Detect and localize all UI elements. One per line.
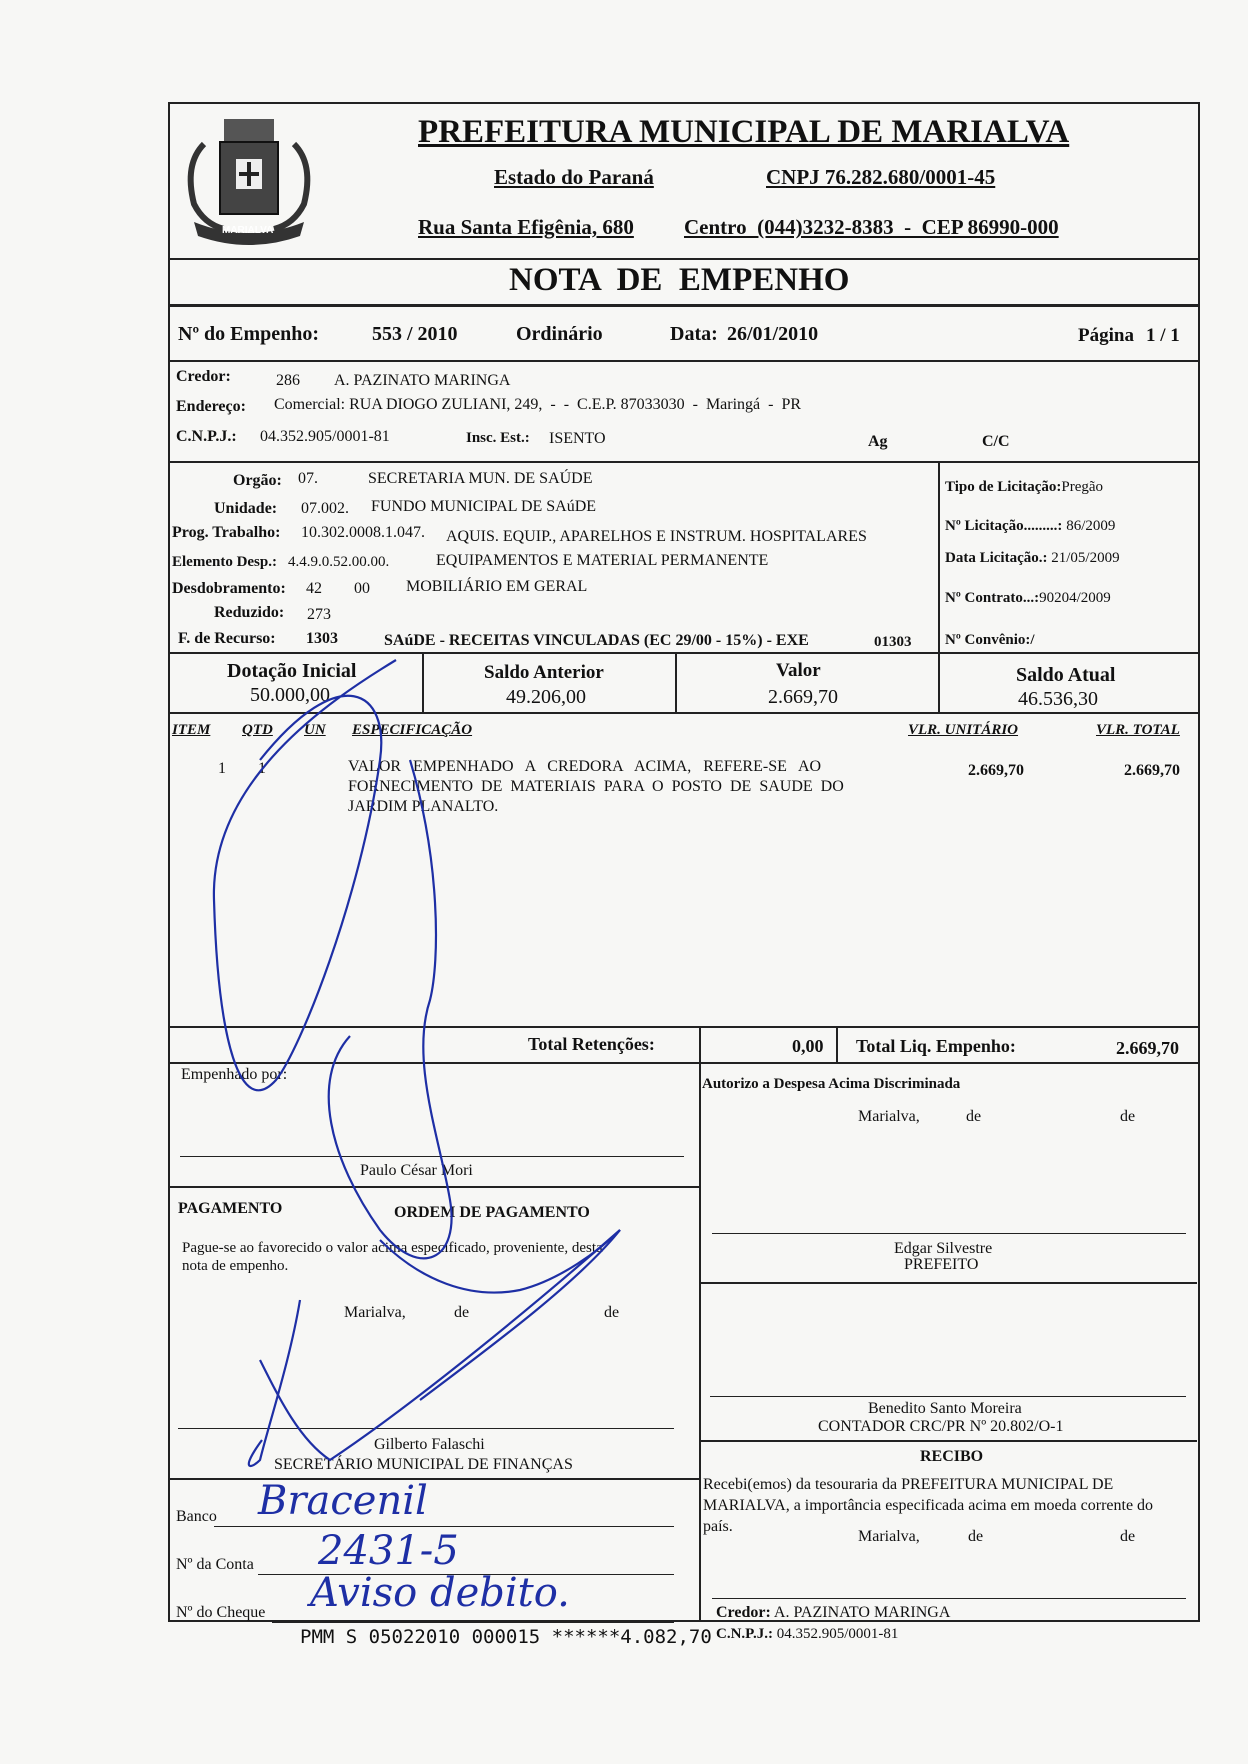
dotacao-value: 50.000,00 <box>250 684 330 706</box>
org-title: PREFEITURA MUNICIPAL DE MARIALVA <box>418 114 1070 150</box>
col-vlr-total: VLR. TOTAL <box>1096 722 1180 738</box>
rule <box>699 1282 1197 1284</box>
autorizo-city: Marialva, <box>858 1108 920 1125</box>
ag-label: Ag <box>868 433 888 450</box>
rule <box>168 304 1198 307</box>
licitacao-data-label: Data Licitação.: <box>945 550 1048 566</box>
signature-line <box>710 1396 1186 1397</box>
signature-line <box>178 1428 674 1429</box>
org-contact: Centro (044)3232-8383 - CEP 86990-000 <box>684 215 1059 239</box>
credor-insc: ISENTO <box>549 430 606 447</box>
orgao-name: SECRETARIA MUN. DE SAÚDE <box>368 470 593 487</box>
liq-label: Total Liq. Empenho: <box>856 1036 1016 1056</box>
empenho-number: 553 / 2010 <box>372 323 458 345</box>
rule <box>168 652 1198 654</box>
item-desc-line2: FORNECIMENTO DE MATERIAIS PARA O POSTO DE SAUDE DO <box>348 778 844 795</box>
col-qtd: QTD <box>242 722 273 738</box>
credor-cnpj: 04.352.905/0001-81 <box>260 428 390 445</box>
licitacao-convenio: Nº Convênio:/ <box>945 632 1035 648</box>
empenhado-name: Paulo César Mori <box>360 1162 473 1179</box>
empenho-date: 26/01/2010 <box>727 323 819 345</box>
cheque-line <box>272 1622 674 1623</box>
recibo-credor <box>716 1604 950 1622</box>
desdob-code: 42 <box>306 580 322 597</box>
item-desc-line1: VALOR EMPENHADO A CREDORA ACIMA, REFERE-SE AO <box>348 758 822 775</box>
rule <box>699 1440 1197 1442</box>
conta-value: 2431-5 <box>318 1528 459 1574</box>
reduzido-value: 273 <box>307 606 331 623</box>
rule <box>168 360 1198 362</box>
ordem-pagamento-label: ORDEM DE PAGAMENTO <box>394 1204 590 1221</box>
credor-label: Credor: <box>176 368 231 385</box>
credor-name: A. PAZINATO MARINGA <box>334 372 511 389</box>
retencoes-label: Total Retenções: <box>528 1034 655 1054</box>
atual-value: 46.536,30 <box>1018 688 1098 710</box>
empenho-date-label: Data: <box>670 323 718 345</box>
licitacao-tipo-label: Tipo de Licitação: <box>945 479 1062 495</box>
signature-line <box>712 1233 1186 1234</box>
licitacao-num <box>945 518 1115 535</box>
licitacao-contrato-value: 90204/2009 <box>1039 590 1111 606</box>
recibo-de2: de <box>1120 1528 1136 1545</box>
desdob-sub: 00 <box>354 580 370 597</box>
rule <box>168 712 1198 714</box>
item-desc-line3: JARDIM PLANALTO. <box>348 798 499 815</box>
endereco-label: Endereço: <box>176 398 246 415</box>
col-item: ITEM <box>172 722 211 738</box>
prog-code: 10.302.0008.1.047. <box>301 524 425 541</box>
elemento-label: Elemento Desp.: <box>172 554 277 570</box>
autorizo-label: Autorizo a Despesa Acima Discriminada <box>702 1076 961 1092</box>
unidade-name: FUNDO MUNICIPAL DE SAúDE <box>371 498 597 515</box>
elemento-code: 4.4.9.0.52.00.00. <box>288 554 390 570</box>
rule <box>699 1026 701 1620</box>
credor-address: Comercial: RUA DIOGO ZULIANI, 249, - - C.E.P. 87033030 - Maringá - PR <box>274 396 802 413</box>
recibo-de1: de <box>968 1528 984 1545</box>
elemento-name: EQUIPAMENTOS E MATERIAL PERMANENTE <box>436 552 769 569</box>
orgao-label: Orgão: <box>233 472 282 489</box>
secretario-role: SECRETÁRIO MUNICIPAL DE FINANÇAS <box>274 1456 573 1473</box>
pagamento-text1: Pague-se ao favorecido o valor acima especificado, proveniente, desta <box>182 1240 603 1256</box>
banco-line <box>214 1526 674 1527</box>
rule <box>168 1026 1198 1028</box>
rule <box>168 1478 699 1480</box>
unidade-code: 07.002. <box>301 500 349 517</box>
reduzido-label: Reduzido: <box>214 604 285 621</box>
pagamento-text2: nota de empenho. <box>182 1258 289 1274</box>
insc-label: Insc. Est.: <box>466 430 530 446</box>
desdob-name: MOBILIÁRIO EM GERAL <box>406 578 588 595</box>
page-number: 1 / 1 <box>1146 325 1180 346</box>
doc-title: NOTA DE EMPENHO <box>509 262 850 298</box>
recibo-city: Marialva, <box>858 1528 920 1545</box>
recibo-text2: MARIALVA, a importância especificada acima em moeda corrente do <box>703 1497 1154 1514</box>
unidade-label: Unidade: <box>214 500 278 517</box>
licitacao-contrato-label: Nº Contrato...: <box>945 590 1040 606</box>
rule <box>836 1026 838 1062</box>
autorizo-de2: de <box>1120 1108 1136 1125</box>
org-cnpj: CNPJ 76.282.680/0001-45 <box>766 165 996 189</box>
footer-stamp: PMM S 05022010 000015 ******4.082,70 <box>300 1626 712 1648</box>
recibo-title: RECIBO <box>920 1448 984 1465</box>
recibo-cnpj-value: 04.352.905/0001-81 <box>776 1626 899 1642</box>
banco-label: Banco <box>176 1508 217 1525</box>
item-total-value: 2.669,70 <box>1124 762 1180 779</box>
licitacao-num-label: Nº Licitação.........: <box>945 518 1063 534</box>
recibo-credor-label: Credor: <box>716 1604 771 1621</box>
recurso-code: 1303 <box>306 630 338 647</box>
orgao-code: 07. <box>298 470 318 487</box>
recibo-cnpj <box>716 1626 898 1643</box>
recibo-credor-name: A. PAZINATO MARINGA <box>773 1604 951 1621</box>
licitacao-data <box>945 550 1120 567</box>
col-vlr-unitario: VLR. UNITÁRIO <box>908 722 1019 738</box>
pagamento-de1: de <box>454 1304 470 1321</box>
licitacao-tipo <box>945 479 1103 496</box>
desdob-label: Desdobramento: <box>172 580 286 597</box>
rule <box>168 1186 699 1188</box>
autorizo-de1: de <box>966 1108 982 1125</box>
signature-line <box>712 1598 1186 1599</box>
dotacao-label: Dotação Inicial <box>227 660 357 682</box>
recurso-name: SAúDE - RECEITAS VINCULADAS (EC 29/00 - 15%) - EXE <box>384 632 809 649</box>
rule <box>168 258 1198 260</box>
pagamento-label: PAGAMENTO <box>178 1200 283 1217</box>
banco-value: Bracenil <box>258 1478 428 1524</box>
col-especificacao: ESPECIFICAÇÃO <box>352 722 473 738</box>
rule <box>168 1062 1198 1064</box>
anterior-value: 49.206,00 <box>506 686 586 708</box>
liq-value: 2.669,70 <box>1116 1038 1179 1058</box>
item-unit-value: 2.669,70 <box>968 762 1024 779</box>
item-qtd: 1 <box>258 760 266 777</box>
recurso-ref: 01303 <box>874 634 912 650</box>
cc-label: C/C <box>982 433 1010 450</box>
prefeito-role: PREFEITO <box>904 1256 979 1273</box>
cheque-value: Aviso debito. <box>310 1570 570 1616</box>
cheque-label: Nº do Cheque <box>176 1604 266 1621</box>
col-un: UN <box>304 722 326 738</box>
atual-label: Saldo Atual <box>1016 664 1116 686</box>
item-number: 1 <box>218 760 226 777</box>
licitacao-contrato <box>945 590 1111 607</box>
conta-label: Nº da Conta <box>176 1556 254 1573</box>
signature-line <box>180 1156 684 1157</box>
rule <box>938 461 940 652</box>
valor-value: 2.669,70 <box>768 686 838 708</box>
licitacao-tipo-value: Pregão <box>1061 479 1104 495</box>
recibo-text3: país. <box>703 1518 733 1535</box>
empenho-label: Nº do Empenho: <box>178 323 320 345</box>
recibo-cnpj-label: C.N.P.J.: <box>716 1626 773 1642</box>
empenho-type: Ordinário <box>516 323 603 345</box>
prog-name: AQUIS. EQUIP., APARELHOS E INSTRUM. HOSPITALARES <box>446 528 867 545</box>
empenhado-label: Empenhado por: <box>181 1066 288 1083</box>
pagamento-city: Marialva, <box>344 1304 406 1321</box>
rule <box>422 652 424 712</box>
contador-name: Benedito Santo Moreira <box>868 1400 1022 1417</box>
secretario-name: Gilberto Falaschi <box>374 1436 485 1453</box>
page-label: Página <box>1078 325 1134 346</box>
rule <box>938 652 940 712</box>
cnpj-label: C.N.P.J.: <box>176 428 237 445</box>
state-label: Estado do Paraná <box>494 165 654 189</box>
prog-label: Prog. Trabalho: <box>172 524 281 541</box>
licitacao-data-value: 21/05/2009 <box>1051 550 1120 566</box>
crest-ribbon-text: MARIALVA <box>222 225 274 236</box>
rule <box>675 652 677 712</box>
prefeito-name: Edgar Silvestre <box>894 1240 993 1257</box>
anterior-label: Saldo Anterior <box>484 662 604 683</box>
credor-code: 286 <box>276 372 300 389</box>
licitacao-num-value: 86/2009 <box>1066 518 1116 534</box>
rule <box>168 461 1198 463</box>
recibo-text1: Recebi(emos) da tesouraria da PREFEITURA MUNICIPAL DE <box>703 1476 1114 1493</box>
valor-label: Valor <box>776 660 821 681</box>
retencoes-value: 0,00 <box>792 1036 824 1056</box>
pagamento-de2: de <box>604 1304 620 1321</box>
org-address: Rua Santa Efigênia, 680 <box>418 215 634 239</box>
recurso-label: F. de Recurso: <box>178 630 276 647</box>
contador-role: CONTADOR CRC/PR Nº 20.802/O-1 <box>818 1418 1064 1435</box>
